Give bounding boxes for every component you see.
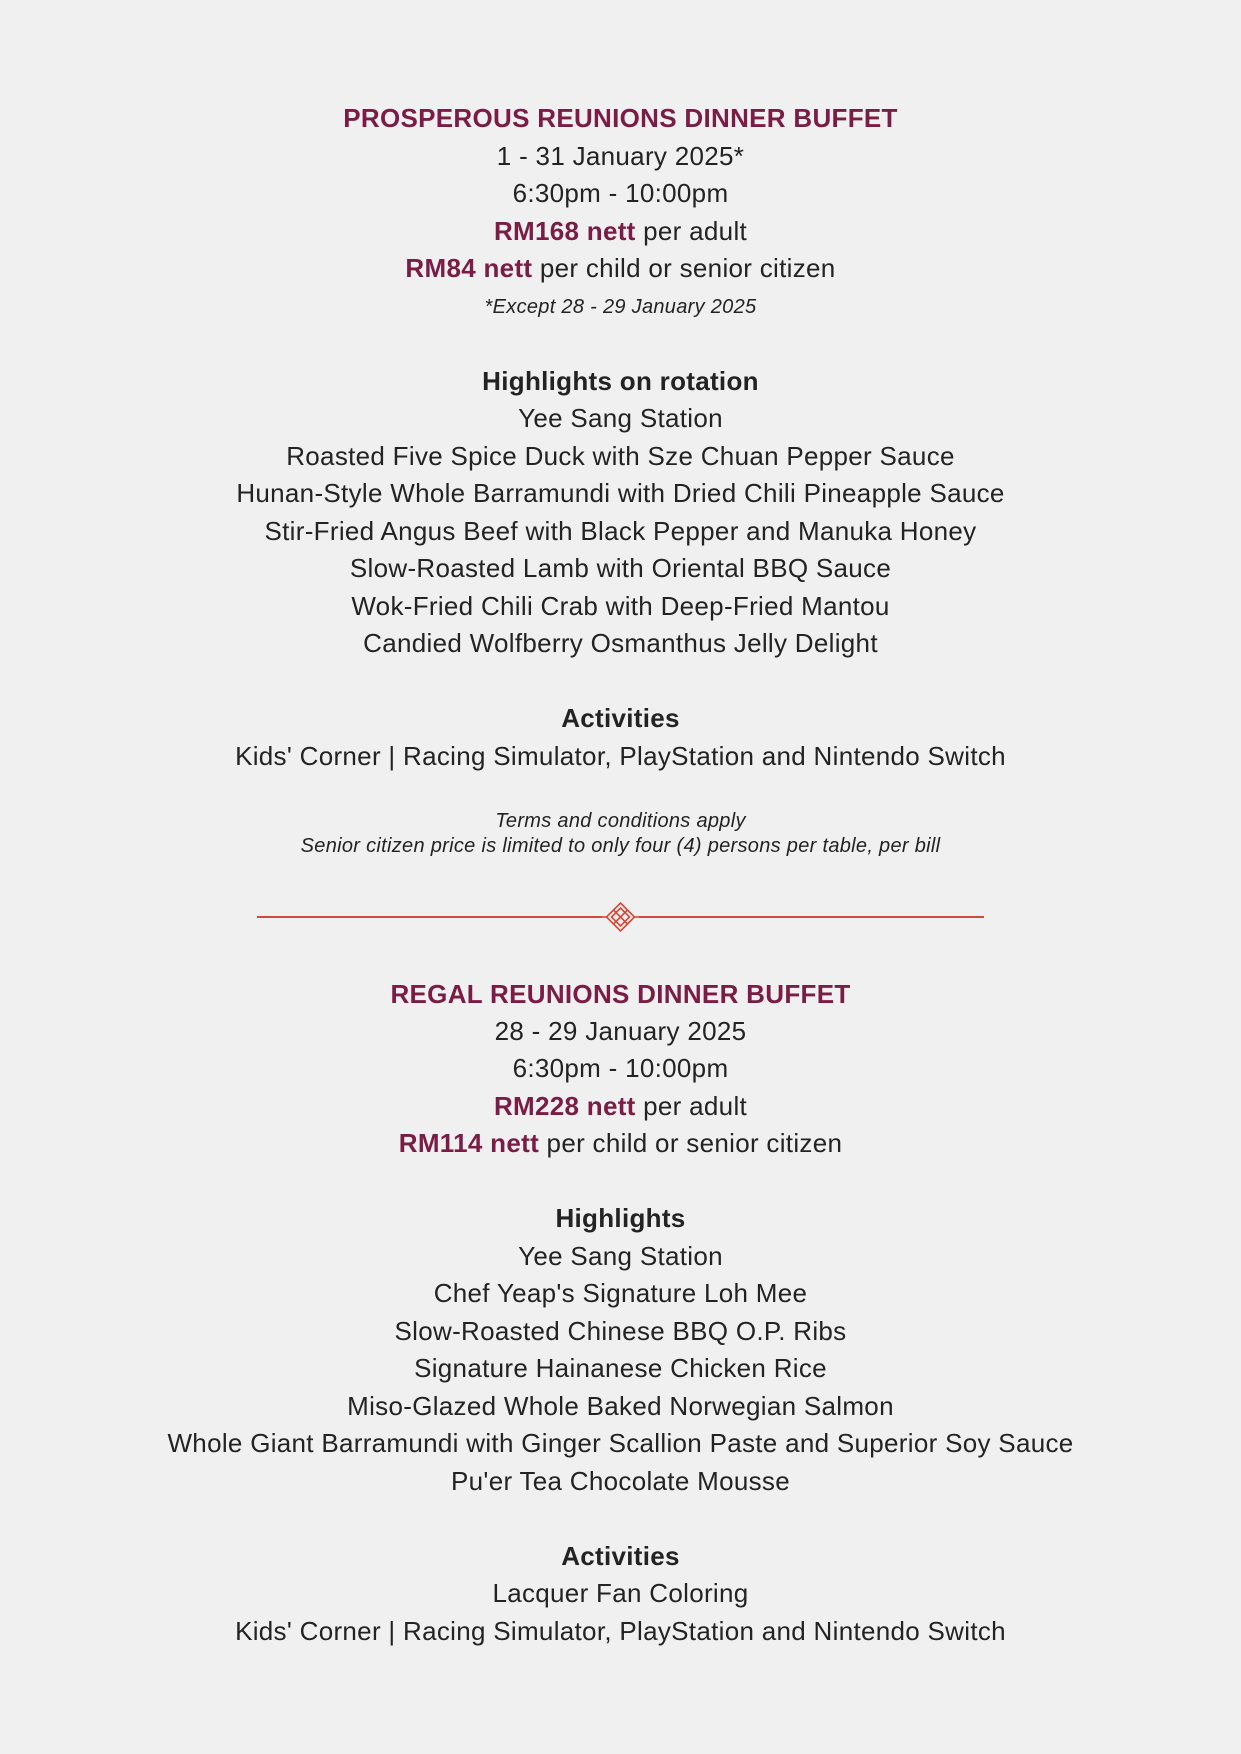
section2-child-price-line xyxy=(0,1127,1241,1159)
section2-highlight-item: Whole Giant Barramundi with Ginger Scallion Paste and Superior Soy Sauce xyxy=(167,1428,1074,1458)
section1-adult-price: RM168 nett xyxy=(493,216,636,246)
section2-highlight-item: Miso-Glazed Whole Baked Norwegian Salmon xyxy=(347,1391,894,1421)
section2-dates: 28 - 29 January 2025 xyxy=(494,1016,747,1046)
section1-terms: Terms and conditions apply xyxy=(495,810,746,832)
section2-activity-item: Kids' Corner | Racing Simulator, PlayStation and Nintendo Switch xyxy=(235,1616,1006,1646)
section1-highlights-heading: Highlights on rotation xyxy=(482,366,759,396)
section2-adult-price: RM228 nett xyxy=(493,1091,636,1121)
section2-highlight-item: Yee Sang Station xyxy=(518,1241,723,1271)
section1-child-suffix: per child or senior citizen xyxy=(532,253,836,283)
section2-title: REGAL REUNIONS DINNER BUFFET xyxy=(390,979,851,1009)
section2-highlight-item: Chef Yeap's Signature Loh Mee xyxy=(433,1278,808,1308)
section1-dates: 1 - 31 January 2025* xyxy=(496,141,745,171)
section-divider xyxy=(257,900,984,934)
section1-highlight-item: Yee Sang Station xyxy=(518,403,723,433)
section1-highlight-item: Candied Wolfberry Osmanthus Jelly Delight xyxy=(363,628,878,658)
section1-adult-price-line xyxy=(0,215,1241,247)
section2-time: 6:30pm - 10:00pm xyxy=(512,1053,729,1083)
section2-adult-suffix: per adult xyxy=(635,1091,748,1121)
section2-child-suffix: per child or senior citizen xyxy=(539,1128,843,1158)
section2-highlight-item: Slow-Roasted Chinese BBQ O.P. Ribs xyxy=(394,1316,847,1346)
section2-activities-heading: Activities xyxy=(561,1541,680,1571)
section1-time: 6:30pm - 10:00pm xyxy=(512,178,729,208)
section1-senior-note: Senior citizen price is limited to only four (4) persons per table, per bill xyxy=(300,835,941,857)
section2-highlights-heading: Highlights xyxy=(555,1203,686,1233)
section1-highlight-item: Stir-Fried Angus Beef with Black Pepper and Manuka Honey xyxy=(264,516,977,546)
section1-highlight-item: Hunan-Style Whole Barramundi with Dried Chili Pineapple Sauce xyxy=(236,478,1005,508)
section1-highlight-item: Roasted Five Spice Duck with Sze Chuan Pepper Sauce xyxy=(286,441,955,471)
section2-highlight-item: Pu'er Tea Chocolate Mousse xyxy=(451,1466,790,1496)
section2-activity-item: Lacquer Fan Coloring xyxy=(492,1578,749,1608)
section2-adult-price-line xyxy=(0,1090,1241,1122)
section1-child-price: RM84 nett xyxy=(405,253,533,283)
section2-highlight-item: Signature Hainanese Chicken Rice xyxy=(414,1353,827,1383)
endless-knot-icon xyxy=(602,903,639,931)
section1-activities-heading: Activities xyxy=(561,703,680,733)
section1-exception: *Except 28 - 29 January 2025 xyxy=(484,296,757,318)
section1-highlight-item: Slow-Roasted Lamb with Oriental BBQ Sauce xyxy=(349,553,892,583)
section1-child-price-line xyxy=(0,252,1241,284)
section2-child-price: RM114 nett xyxy=(398,1128,540,1158)
section1-adult-suffix: per adult xyxy=(635,216,748,246)
section1-activity-item: Kids' Corner | Racing Simulator, PlayStation and Nintendo Switch xyxy=(235,741,1006,771)
section1-highlight-item: Wok-Fried Chili Crab with Deep-Fried Mantou xyxy=(351,591,890,621)
section1-title: PROSPEROUS REUNIONS DINNER BUFFET xyxy=(343,103,898,133)
